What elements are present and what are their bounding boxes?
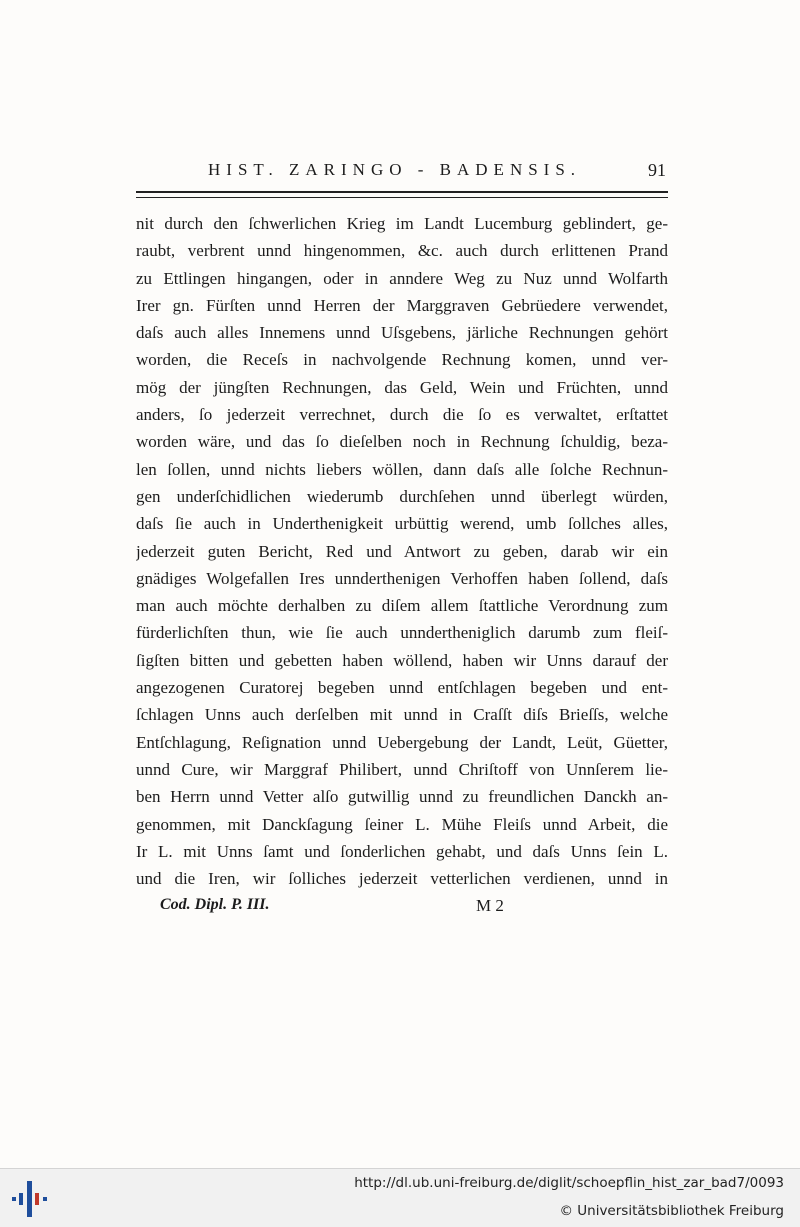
text-line: mög der jüngſten Rechnungen, das Geld, Wein und Früchten, unnd: [136, 377, 668, 397]
page-number: 91: [648, 160, 666, 180]
header-rule-thin: [136, 197, 668, 198]
copyright-text: © Universitätsbibliothek Freiburg: [559, 1203, 784, 1219]
text-line: Entſchlagung, Reſignation unnd Uebergebung der Landt, Leüt, Güetter,: [136, 732, 668, 752]
text-line: gen underſchidlichen wiederumb durchſehen unnd überlegt würden,: [136, 486, 668, 506]
text-line: ſigſten bitten und gebetten haben wöllend, haben wir Unns darauf der: [136, 650, 668, 670]
text-line: ben Herrn unnd Vetter alſo gutwillig unnd zu freundlichen Danckh an-: [136, 787, 668, 807]
text-line: unnd Cure, wir Marggraf Philibert, unnd Chriſtoff von Unnſerem lie-: [136, 759, 668, 779]
text-line: daſs ſie auch in Underthenigkeit urbüttig werend, umb ſollches alles,: [136, 514, 668, 534]
text-line: und die Iren, wir ſolliches jederzeit vetterlichen verdienen, unnd in: [136, 869, 668, 889]
page-footer: [136, 896, 668, 922]
text-line: angezogenen Curatorej begeben unnd entſchlagen begeben und ent-: [136, 678, 668, 698]
text-line: daſs auch alles Innemens unnd Uſsgebens, järliche Rechnungen gehört: [136, 323, 668, 343]
text-line: nit durch den ſchwerlichen Krieg im Landt Lucemburg geblindert, ge-: [136, 214, 668, 233]
text-line: genommen, mit Danckſagung ſeiner L. Mühe Fleiſs unnd Arbeit, die: [136, 814, 668, 834]
text-line: fürderlichſten thun, wie ſie auch unndertheniglich darumb zum fleiſ-: [136, 623, 668, 643]
running-title: HIST. ZARINGO - BADENSIS.: [208, 160, 582, 179]
body-text: [136, 210, 668, 892]
text-line: raubt, verbrent unnd hingenommen, &c. auch durch erlittenen Prand: [136, 241, 668, 261]
text-line: gnädiges Wolgefallen Ires unnderthenigen Verhoffen haben ſollend, daſs: [136, 568, 668, 588]
ub-freiburg-logo-icon[interactable]: [10, 1179, 52, 1219]
text-line: man auch möchte derhalben zu diſem allem ſtattliche Verordnung zum: [136, 596, 668, 616]
signature-mark: Cod. Dipl. P. III.: [160, 896, 270, 913]
viewer-footer-bar: [0, 1168, 800, 1227]
text-line: anders, ſo jederzeit verrechnet, durch die ſo es verwaltet, erſtattet: [136, 405, 668, 425]
source-url-link[interactable]: http://dl.ub.uni-freiburg.de/diglit/schoepflin_hist_zar_bad7/0093: [354, 1175, 784, 1191]
header-rule-thick: [136, 191, 668, 193]
catchword: M 2: [476, 896, 504, 915]
text-line: worden wäre, und das ſo dieſelben noch in Rechnung ſchuldig, beza-: [136, 432, 668, 452]
text-line: ſchlagen Unns auch derſelben mit unnd in Craſſt diſs Brieſſs, welche: [136, 705, 668, 725]
text-line: len ſollen, unnd nichts liebers wöllen, dann daſs alle ſolche Rechnun-: [136, 459, 668, 479]
text-line: Irer gn. Fürſten unnd Herren der Marggraven Gebrüedere verwendet,: [136, 295, 668, 315]
running-header: [136, 158, 668, 188]
text-line: Ir L. mit Unns ſamt und ſonderlichen gehabt, und daſs Unns ſein L.: [136, 841, 668, 861]
text-line: jederzeit guten Bericht, Red und Antwort zu geben, darab wir ein: [136, 541, 668, 561]
text-line: worden, die Receſs in nachvolgende Rechnung komen, unnd ver-: [136, 350, 668, 370]
text-line: zu Ettlingen hingangen, oder in anndere Weg zu Nuz unnd Wolfarth: [136, 268, 668, 288]
